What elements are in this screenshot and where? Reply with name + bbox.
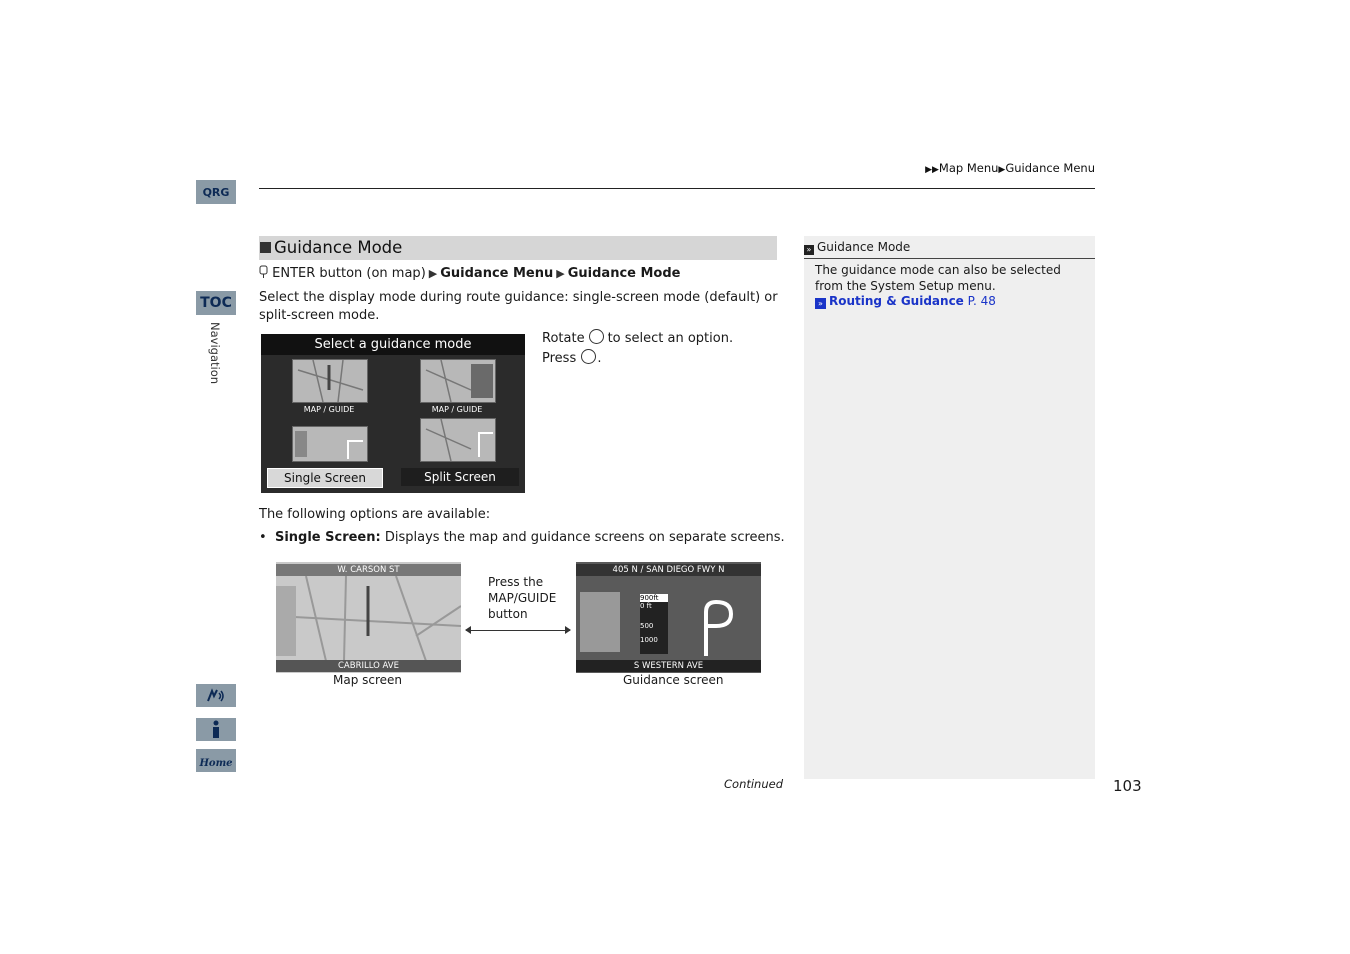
option-label: Single Screen: [274,530,381,545]
single-map-thumbnail [292,359,368,403]
path-guidance-menu: Guidance Menu [440,266,554,281]
split-map-icon [421,360,495,402]
press-map-guide-label: Press the MAP/GUIDE button [488,575,557,621]
options-intro: The following options are available: [259,507,491,522]
page-number: 103 [1113,777,1142,795]
map-screen-caption: Map screen [333,673,403,687]
guide-thumbnail-icon [293,427,367,461]
screen-title: Select a guidance mode [261,334,525,355]
breadcrumb-guidance-menu[interactable]: Guidance Menu [1005,161,1095,175]
link-label[interactable]: Routing & Guidance [829,294,964,308]
link-page[interactable]: P. 48 [967,294,996,308]
single-guide-thumbnail [292,426,368,462]
guide-bottom-street: S WESTERN AVE [576,660,761,672]
map-thumbnail-icon [293,360,367,402]
map-screen-image [276,562,461,673]
guide-top-street: 405 N / SAN DIEGO FWY N [576,564,761,576]
breadcrumb-map-menu[interactable]: Map Menu [938,161,999,175]
interface-dial-press-icon [581,349,596,364]
press-text: Press [542,351,577,366]
split-guide-icon [421,419,495,461]
split-thumbnail-bottom [420,418,496,462]
rotate-text: Rotate [542,331,585,346]
sidebar-note [804,236,1095,779]
home-tab[interactable] [196,749,236,772]
double-arrow-icon [466,630,570,631]
guidance-screen-image [576,562,761,673]
section-label: Navigation [208,322,222,385]
qrg-tab[interactable] [196,180,236,204]
distance-top: 900ft [640,594,668,602]
single-screen-button[interactable]: Single Screen [267,468,383,488]
routing-guidance-link[interactable] [815,294,996,309]
instructions [542,329,733,369]
heading-square-icon [260,242,271,253]
sidebar-text: The guidance mode can also be selected from the System Setup menu. [815,263,1061,293]
path-guidance-mode: Guidance Mode [567,266,681,281]
header-divider [259,188,1095,189]
toc-tab[interactable] [196,291,236,315]
section-heading [259,236,777,260]
sidebar-title: Guidance Mode [817,240,911,254]
rotate-text-end: to select an option. [607,331,734,346]
guidance-mode-screen [261,334,525,493]
path-enter-button: ENTER button (on map) [272,266,426,281]
enter-button-icon [259,265,268,279]
interface-dial-rotate-icon [589,329,604,344]
turn-arrow-icon [676,592,756,656]
guidance-screen-caption: Guidance screen [623,673,724,687]
distance-zero: 0 ft [640,602,652,610]
rotate-instruction [542,329,733,349]
voice-command-tab[interactable] [196,684,236,707]
breadcrumb-arrows: ▶▶ [925,165,939,175]
thumb-label-single: MAP / GUIDE [303,405,355,414]
thumb-label-split: MAP / GUIDE [431,405,483,414]
guide-eta-panel [580,592,620,652]
map-bottom-street: CABRILLO AVE [276,660,461,672]
sidebar-heading [804,236,1095,259]
continued-label: Continued [724,777,784,791]
section-description: Select the display mode during route guidance: single-screen mode (default) or split-screen mode. [259,290,778,323]
home-icon [196,749,236,772]
map-top-street: W. CARSON ST [276,564,461,576]
press-instruction [542,349,733,369]
map-roads-icon [276,576,461,661]
bullet-icon: • [259,530,271,545]
link-arrow-icon: » [815,298,826,309]
section-title: Guidance Mode [274,238,403,257]
distance-mid: 500 [640,622,654,630]
voice-command-icon [205,687,227,705]
split-thumbnail-top [420,359,496,403]
note-icon: » [804,245,814,255]
breadcrumb [925,161,1095,175]
option-single-screen [259,530,785,545]
option-description: Displays the map and guidance screens on separate screens. [384,530,785,545]
home-label: Home [199,758,233,769]
info-tab[interactable] [196,718,236,741]
path-arrow-icon: ▶ [428,267,438,280]
distance-bar [640,594,668,654]
split-screen-button[interactable]: Split Screen [401,468,519,486]
breadcrumb-separator: ▶ [998,165,1006,175]
menu-path [259,265,681,281]
info-icon [209,720,223,740]
toc-label: TOC [200,295,232,311]
path-arrow-icon: ▶ [556,267,565,280]
distance-low: 1000 [640,636,658,644]
qrg-label: QRG [202,185,230,199]
press-text-end: . [597,351,602,366]
